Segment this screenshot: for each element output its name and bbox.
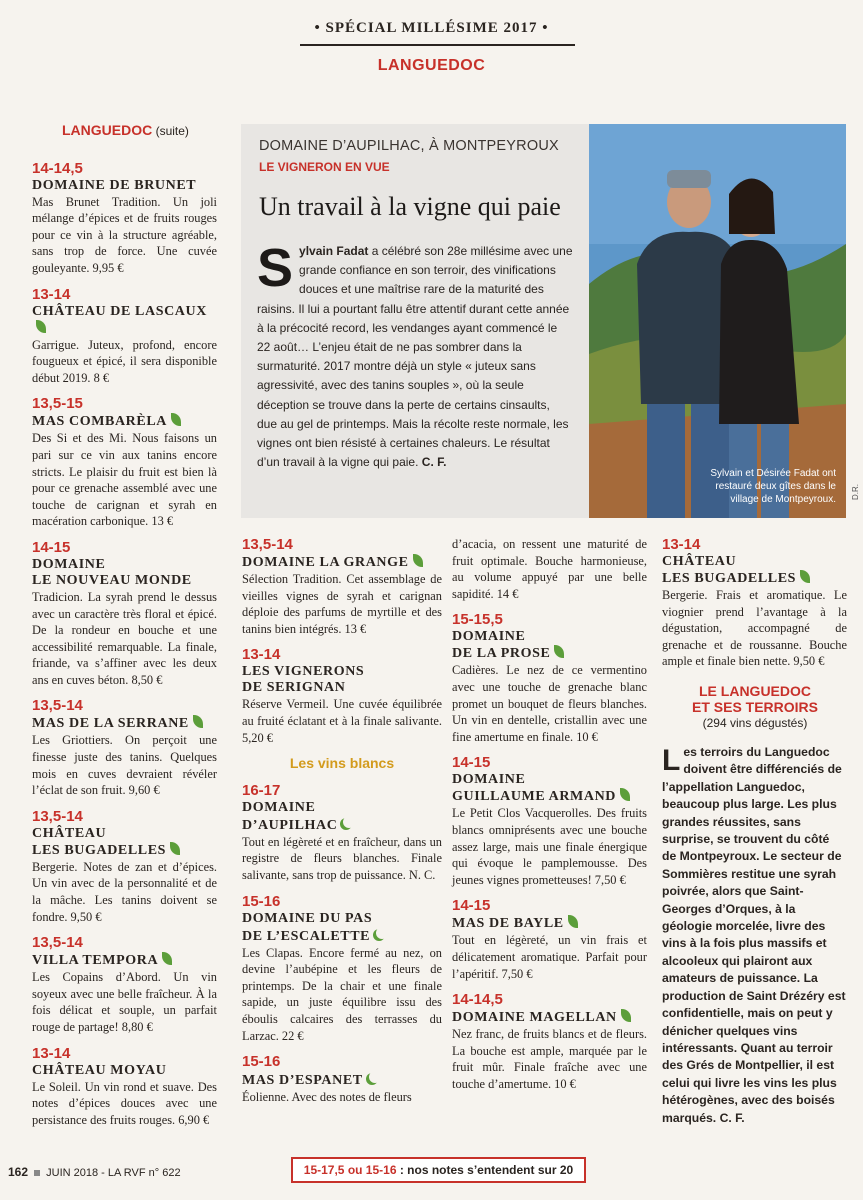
wine-description: Bergerie. Frais et aromatique. Le viognier prend l’avantage à la dégustation, accompagné de grenache et de roussanne. Bouche ample et finale bien nette. 9,50 € [662,588,847,669]
wine-producer-name-text: DOMAINE DU PAS [242,910,373,926]
wine-entry [32,934,217,1035]
wine-description: Nez franc, de fruits blancs et de fleurs. La bouche est ample, marquée par le fruit mûr. Finale fraîche avec une touche d’amertume. 10 € [452,1027,647,1091]
wine-score: 14-14,5 [452,991,503,1009]
wine-producer-name [32,715,217,732]
wine-producer-name-text: VILLA TEMPORA [32,953,159,969]
wine-producer-name [242,664,442,680]
wine-producer-name [32,842,217,859]
wine-description: Éolienne. Avec des notes de fleurs [242,1090,412,1105]
wine-description: Tout en légèreté, un vin frais et délicatement aromatique. Parfait pour l’apéritif. 7,50 € [452,933,647,981]
leaf-icon [162,952,172,965]
leaf-icon [193,715,203,728]
wine-producer-name-text: CHÂTEAU [32,825,107,841]
wine-score: 13,5-14 [32,934,83,952]
wine-description: Des Si et des Mi. Nous faisons un pari sur ce vin aux tanins encore stricts. Le plaisir du fruit est bien là pour ce grenache assemblé avec une touche de carignan et syrah en macération carbonique. 13 € [32,431,217,529]
footer-folio [8,1165,181,1179]
leaf-icon [171,413,181,426]
wine-producer-name-text: DE L’ESCALETTE [242,928,371,944]
wine-producer-name-text: GUILLAUME ARMAND [452,789,616,805]
wine-entry [452,611,647,745]
feature-title: Un travail à la vigne qui paie [259,192,561,221]
wine-score: 14-15 [452,897,491,915]
wine-producer-name-text: DOMAINE [242,799,316,815]
leaf-icon [413,554,423,567]
wine-producer-name [662,570,847,587]
wine-producer-name-text: MAS DE BAYLE [452,916,564,932]
col1-entries [32,160,217,1129]
wine-score: 13,5-14 [242,536,293,553]
wine-entry [452,991,647,1092]
leaf-icon [800,570,810,583]
col1-heading-label: LANGUEDOC [62,122,153,138]
column-1 [32,122,217,1137]
wine-score: 16-17 [242,781,281,799]
leaf-icon [621,1009,631,1022]
wine-producer-name-text: MAS DE LA SERRANE [32,716,189,732]
wine-producer-name [242,554,442,571]
terroirs-title [660,683,850,715]
terroirs-text: es terroirs du Languedoc doivent être différenciés de l’appellation Languedoc, beaucoup plus large. Les plus grandes réussites, sans surprise, se trouvent du côté de Montpeyroux. Le secteur de Sommières restitue une syrah poivrée, alors que Saint-Georges d’Orques, à la géologie morcelée, livre des vins à la fois plus massifs et alcooleux qui plairont aux amateurs de puissance. La production de Saint Drézéry est confidentielle, mais on peut y dénicher quelques vins intéressants. Quant au terroir des Grés de Montpellier, il est celui qui livre les vins les plus hétérogènes, avec des boisés marqués. C. F. [662,745,846,1125]
wine-description: Les Copains d’Abord. Un vin soyeux avec une belle fraîcheur. À la fois délicat et souple, un parfait rouge de partage! 8,80 € [32,970,217,1034]
wine-producer-name [32,413,217,430]
wine-producer-name-text: CHÂTEAU MOYAU [32,1062,167,1078]
wine-score: 13,5-15 [32,395,83,413]
wine-entry [32,395,217,530]
wine-producer-name-text: DE LA PROSE [452,646,551,662]
wine-producer-name-text: CHÂTEAU DE LASCAUX [32,303,207,319]
wine-entry [242,646,442,746]
wine-producer-name-text: LE NOUVEAU MONDE [32,572,192,588]
wine-entry [32,286,217,387]
terroirs-body [662,744,846,1127]
wine-entry [32,808,217,925]
column-4 [662,536,847,679]
col1-heading [62,122,217,140]
wine-producer-name-text: MAS COMBARÈLA [32,414,167,430]
header-rule [300,44,575,46]
wine-entry [452,754,647,888]
wine-description: Garrigue. Juteux, profond, encore fougueux et épicé, il sera disponible début 2019. 8 € [32,337,217,385]
wine-score: 13-14 [32,1044,71,1062]
vigneron-photo-illustration [589,124,846,518]
wine-producer-name [32,573,217,589]
wine-producer-name [452,788,647,805]
wine-producer-name [32,826,217,842]
wine-description: Les Clapas. Encore fermé au nez, on devine l’aubépine et les fleurs de printemps. De la chair et une finale sapide, un juste équilibre issu des éboulis calcaires des terrasses du Larzac. 22 € [242,945,442,1043]
folio-square-icon [34,1170,40,1176]
col2-entries-white [242,782,442,1106]
wine-producer-name-text: DOMAINE [32,556,106,572]
wine-description: Bergerie. Notes de zan et d’épices. Un vin avec de la personnalité et de la mâche. Les tanins doivent se fondre. 9,50 € [32,859,217,924]
col1-heading-suite: (suite) [152,124,189,138]
wine-score: 15-16 [242,892,281,910]
wine-producer-name [242,816,442,834]
wine-description: Sélection Tradition. Cet assemblage de vieilles vignes de syrah et carignan déploie des parfums de myrtille et des tanins bien intégrés. 13 € [242,572,442,636]
wine-entry [242,893,442,1045]
column-2 [242,536,442,1115]
wine-producer-name-text: DOMAINE MAGELLAN [452,1010,617,1026]
score-scale-red: 15-17,5 ou 15-16 [303,1163,397,1177]
wine-producer-name [452,915,647,932]
wine-score: 13-14 [662,536,701,553]
wine-entry [32,539,217,689]
header-special: • SPÉCIAL MILLÉSIME 2017 • [314,20,549,36]
header-region: LANGUEDOC [377,57,486,74]
column-3 [452,536,647,1101]
wine-score: 14-14,5 [32,159,83,177]
wine-producer-name-text: LES BUGADELLES [662,571,797,586]
wine-producer-name-text: DOMAINE LA GRANGE [242,555,409,570]
wine-producer-name [242,927,442,945]
page-number: 162 [8,1165,29,1179]
wine-producer-name-text: MAS D’ESPANET [242,1073,363,1089]
feature-body [257,238,573,472]
terroirs-title-line1: LE LANGUEDOC [699,683,811,699]
wine-producer-name-text: LES VIGNERONS [242,664,365,680]
wine-producer-name-text: DOMAINE [452,629,526,645]
terroirs-drop-cap: L [662,744,681,777]
col3-continued-text: d’acacia, on ressent une maturité de fruit optimale. Bouche harmonieuse, au volume appuyé par une belle sapidité. 14 € [452,537,647,601]
leaf-icon [170,842,180,855]
moon-icon [369,1071,381,1083]
wine-producer-name [32,557,217,573]
wine-producer-name [242,800,442,816]
wine-entry [32,160,217,277]
wine-entry [452,897,647,982]
photo-credit: D.R. [851,484,860,500]
wine-description: Réserve Vermeil. Une cuvée équilibrée au fruité éclatant et à la finale salivante. 5,20 € [242,697,442,745]
terroirs-title-line2: ET SES TERROIRS [691,699,819,715]
leaf-icon [554,645,564,658]
wine-description: Le Petit Clos Vacquerolles. Des fruits blancs omniprésents avec une bouche assez large, mais une finale énergique qui évoque le pamplemousse. Des jeunes vignes prometteuses! 7,50 € [452,806,647,887]
wine-producer-name [452,629,647,645]
col3-entries [452,611,647,1092]
wine-score: 13,5-14 [32,697,83,715]
wine-producer-name [662,554,847,570]
wine-producer-name [242,911,442,927]
wine-producer-name [32,1063,217,1079]
wine-producer-name-text: D’AUPILHAC [242,817,338,833]
vigneron-photo [589,124,846,518]
col4-entries [662,536,847,670]
leaf-icon [568,915,578,928]
wine-producer-name [32,178,217,194]
wine-entry [32,697,217,798]
wine-score: 14-15 [32,538,71,556]
wine-producer-name-text: DOMAINE [452,772,526,788]
feature-subtitle: LE VIGNERON EN VUE [259,160,390,174]
wine-entry [32,1045,217,1129]
photo-caption: Sylvain et Désirée Fadat ont restauré deux gîtes dans le village de Montpeyroux. [710,468,836,505]
feature-text: a célébré son 28e millésime avec une grande confiance en son terroir, des vinifications douces et une maîtrise rare de la maturité des raisins. Il lui a pourtant fallu être attentif durant cette année à la précocité record, les vendanges ayant commencé le 22 août… L’enjeu était de ne pas sombrer dans la surmaturité. 2017 montre déjà un style « juteux sans agressivité, avec des tanins souples », où la seule déception se trouve dans la perte de certains cinsaults, due au gel de printemps. Mais la récolte reste normale, les vignes ont bien résisté à certaines chaleurs. Le résultat d’un travail à la vigne qui paie. [257,244,573,470]
feature-drop-cap: S [257,238,294,298]
score-scale-text: : nos notes s’entendent sur 20 [396,1163,574,1177]
score-scale-banner [291,1157,586,1183]
wine-producer-name [242,1071,442,1089]
wine-producer-name-text: DOMAINE DE BRUNET [32,177,197,193]
wine-score: 13-14 [32,285,71,303]
wine-score: 13,5-14 [32,807,83,825]
wine-producer-name-text: DE SERIGNAN [242,680,346,696]
moon-icon [376,927,388,939]
wine-producer-name [242,680,442,696]
feature-box [241,124,589,518]
wine-producer-name [452,1009,647,1026]
wine-description: Les Griottiers. On perçoit une finesse juste des tanins. Quelques mois en cuves devraient révéler l’éclat de son fruit. 9,60 € [32,733,217,798]
wine-description: Tout en légèreté et en fraîcheur, dans un registre de fleurs blanches. Finale salivante, sans trop de puissance. N. C. [242,834,442,882]
wine-producer-name [32,952,217,969]
wine-producer-name-text: LES BUGADELLES [32,842,167,858]
section-white-wines: Les vins blancs [289,755,395,772]
wine-producer-name [452,772,647,788]
issue-info: JUIN 2018 - LA RVF n° 622 [46,1167,181,1179]
wine-producer-name [452,645,647,662]
wine-entry [242,1053,442,1106]
feature-kicker: DOMAINE D’AUPILHAC, À MONTPEYROUX [259,138,559,154]
terroirs-count: (294 vins dégustés) [702,716,808,730]
wine-producer-name-text: CHÂTEAU [662,554,737,569]
wine-score: 15-15,5 [452,611,503,629]
wine-description: Tradicion. La syrah prend le dessus avec un caractère très floral et épicé. De la rondeur en bouche et une accessibilité remarquable. La finale, friande, va s’affiner avec les deux ans en cuves béton. 8,50 € [32,589,217,687]
feature-lead: ylvain Fadat [299,244,369,258]
wine-entry [662,536,847,670]
leaf-icon [620,788,630,801]
wine-score: 14-15 [452,754,491,772]
wine-description: Le Soleil. Un vin rond et suave. Des notes d’épices douces avec une persistance des fruits rouges. 6,90 € [32,1079,217,1127]
wine-entry [242,782,442,884]
leaf-icon [36,320,46,333]
feature-signature: C. F. [421,455,447,470]
moon-icon [343,816,355,828]
wine-producer-name [32,304,217,337]
col2-entries [242,536,442,746]
wine-score: 15-16 [242,1053,281,1071]
wine-description: Mas Brunet Tradition. Un joli mélange d’épices et de fruits rouges pour ce vin à la structure agréable, sans trop de force. Une cuvée gouleyante. 9,95 € [32,194,217,275]
wine-entry [242,536,442,637]
wine-score: 13-14 [242,646,281,664]
wine-description: Cadières. Le nez de ce vermentino avec une touche de grenache blanc promet un bouquet de fleurs blanches. Un vin en dentelle, cristallin avec une fine amertume en finale. 10 € [452,663,647,744]
